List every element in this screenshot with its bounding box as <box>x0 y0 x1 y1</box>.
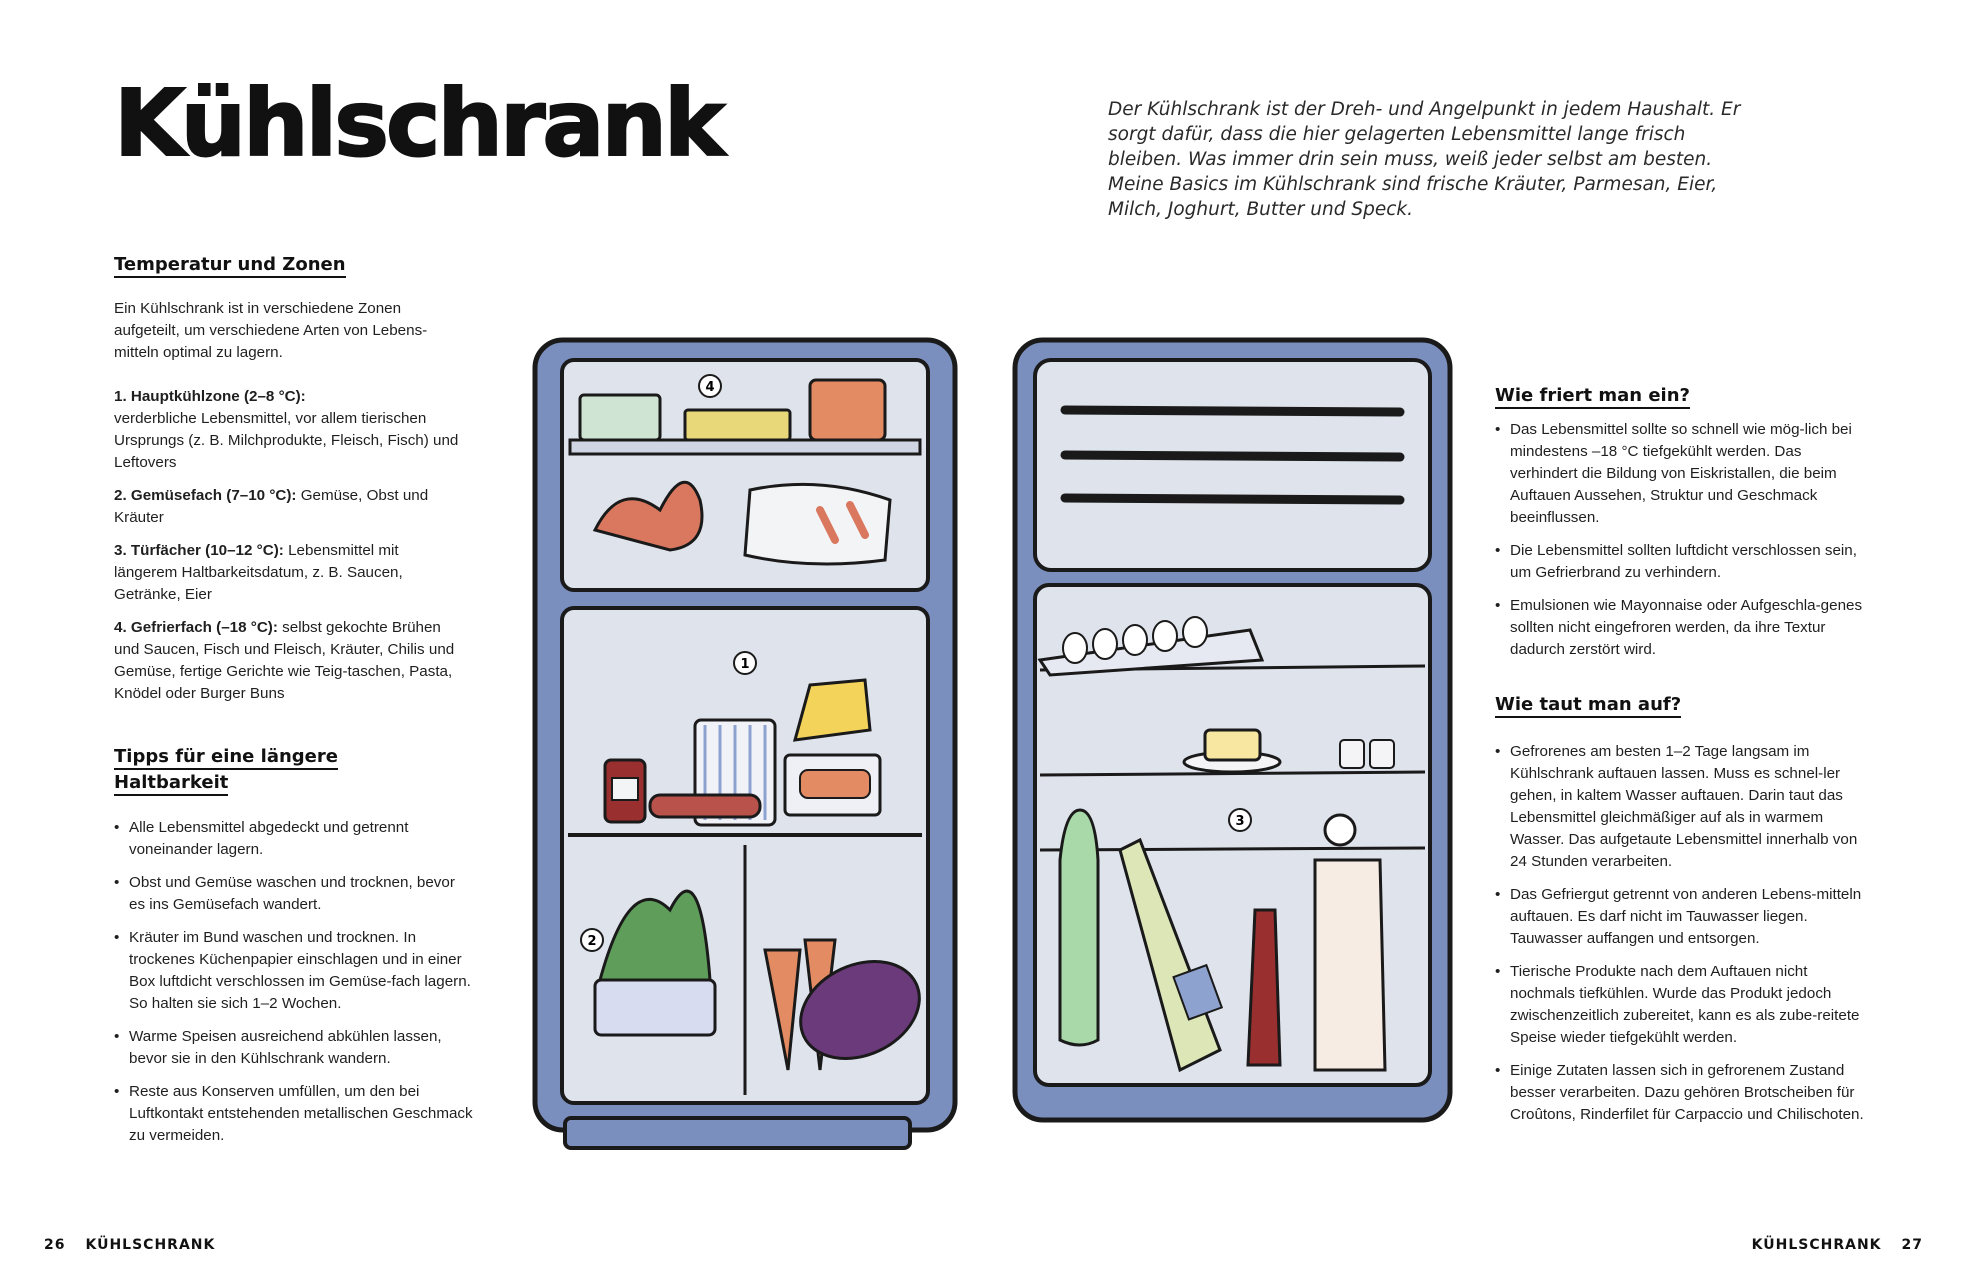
page-title: Kühlschrank <box>114 70 723 177</box>
heading-line-2: Haltbarkeit <box>114 772 228 796</box>
footer-left <box>44 1237 215 1253</box>
zones-intro: Ein Kühlschrank ist in verschiedene Zonen aufgeteilt, um verschiedene Arten von Lebens-mitteln optimal zu lagern. <box>114 300 428 361</box>
heading-text: Wie taut man auf? <box>1495 694 1681 718</box>
zone-text: verderbliche Lebensmittel, vor allem tierischen Ursprungs (z. B. Milchprodukte, Fleisch, Fisch) und Leftovers <box>114 410 459 471</box>
section-heading-temperature <box>114 252 346 278</box>
list-item: • Gefrorenes am besten 1–2 Tage langsam im Kühlschrank auftauen lassen. Muss es schnel-ler gehen, in kaltem Wasser auftauen. Darin taut das Lebensmittel gleichmäßiger auf als in warmem Wasser. Das aufgetaute Lebensmittel innerhalb von 24 Stunden verarbeiten. <box>1495 741 1870 873</box>
zone-item-3 <box>114 540 444 606</box>
zone-label: 1. Hauptkühlzone (2–8 °C): <box>114 388 306 405</box>
zone-label: 4. Gefrierfach (–18 °C): <box>114 619 278 636</box>
zone-item-4 <box>114 617 469 705</box>
zone-item-1 <box>114 386 469 474</box>
list-item: • Obst und Gemüse waschen und trocknen, bevor es ins Gemüsefach wandert. <box>114 872 474 916</box>
intro-text: Der Kühlschrank ist der Dreh- und Angelpunkt in jedem Haushalt. Er sorgt dafür, dass die hier gelagerten Lebensmittel lange frisch bleiben. Was immer drin sein muss, weiß jeder selbst am besten. Meine Basics im Kühlschrank sind frische Kräuter, Parmesan, Eier, Milch, Joghurt, Butter und Speck. <box>1108 99 1741 220</box>
freeze-list <box>1495 419 1870 672</box>
thaw-list <box>1495 741 1870 1137</box>
list-item: • Kräuter im Bund waschen und trocknen. In trockenes Küchenpapier einschlagen und in einer Box luftdicht verschlossen im Gemüse-fach lagern. So halten sie sich 1–2 Wochen. <box>114 927 474 1015</box>
list-item: • Warme Speisen ausreichend abkühlen lassen, bevor sie in den Kühlschrank wandern. <box>114 1026 474 1070</box>
zone-label: 3. Türfächer (10–12 °C): <box>114 542 284 559</box>
heading-text: Wie friert man ein? <box>1495 385 1690 409</box>
section-heading-freeze <box>1495 383 1690 409</box>
fridge-door <box>1015 340 1450 1120</box>
running-head-left: KÜHLSCHRANK <box>85 1237 216 1253</box>
list-item: • Alle Lebensmittel abgedeckt und getrennt voneinander lagern. <box>114 817 474 861</box>
footer-right <box>1752 1237 1923 1253</box>
zone-label: 2. Gemüsefach (7–10 °C): <box>114 487 297 504</box>
freezer-compartment <box>562 360 928 590</box>
section-heading-tips <box>114 744 338 796</box>
list-item: • Reste aus Konserven umfüllen, um den bei Luftkontakt entstehenden metallischen Geschmack zu vermeiden. <box>114 1081 474 1147</box>
heading-text: Temperatur und Zonen <box>114 254 346 278</box>
page-number-right: 27 <box>1901 1237 1923 1253</box>
zone-item-2 <box>114 485 444 529</box>
list-item: • Die Lebensmittel sollten luftdicht verschlossen sein, um Gefrierbrand zu verhindern. <box>1495 540 1870 584</box>
list-item: • Das Gefriergut getrennt von anderen Lebens-mitteln auftauen. Es darf nicht im Tauwasser liegen. Tauwasser auffangen und entsorgen. <box>1495 884 1870 950</box>
fridge-illustration <box>520 330 1460 1160</box>
tips-list <box>114 817 474 1158</box>
zone-text: Lebensmittel mit längerem Haltbarkeitsdatum, z. B. Saucen, Getränke, Eier <box>114 542 403 603</box>
main-compartment <box>562 608 935 1103</box>
heading-line-1: Tipps für eine längere <box>114 746 338 770</box>
page-number-left: 26 <box>44 1237 66 1253</box>
list-item: • Einige Zutaten lassen sich in gefrorenem Zustand besser verarbeiten. Dazu gehören Brotscheiben für Croûtons, Rinderfilet für Carpaccio und Chilischoten. <box>1495 1060 1870 1126</box>
running-head-right: KÜHLSCHRANK <box>1751 1237 1882 1253</box>
list-item: • Emulsionen wie Mayonnaise oder Aufgeschla-genes sollten nicht eingefroren werden, da ihre Textur dadurch zerstört wird. <box>1495 595 1870 661</box>
zone-marker-2: 2 <box>587 934 597 949</box>
list-item: • Tierische Produkte nach dem Auftauen nicht nochmals tiefkühlen. Wurde das Produkt jedoch zwischenzeitlich zubereitet, kann es als zube-reitete Speise wieder tiefgekühlt werden. <box>1495 961 1870 1049</box>
zone-marker-3: 3 <box>1235 814 1245 829</box>
section-heading-thaw <box>1495 692 1681 718</box>
zone-marker-4: 4 <box>705 380 715 395</box>
zone-marker-1: 1 <box>740 657 750 672</box>
list-item: • Das Lebensmittel sollte so schnell wie mög-lich bei mindestens –18 °C tiefgekühlt werden. Das verhindert die Bildung von Eiskristallen, die beim Auftauen Aussehen, Struktur und Geschmack beeinflussen. <box>1495 419 1870 529</box>
zone-text: Gemüse, Obst und Kräuter <box>114 487 429 526</box>
zone-text: selbst gekochte Brühen und Saucen, Fisch und Fleisch, Kräuter, Chilis und Gemüse, fertige Gerichte wie Teig-taschen, Pasta, Knödel oder Burger Buns <box>114 619 455 702</box>
